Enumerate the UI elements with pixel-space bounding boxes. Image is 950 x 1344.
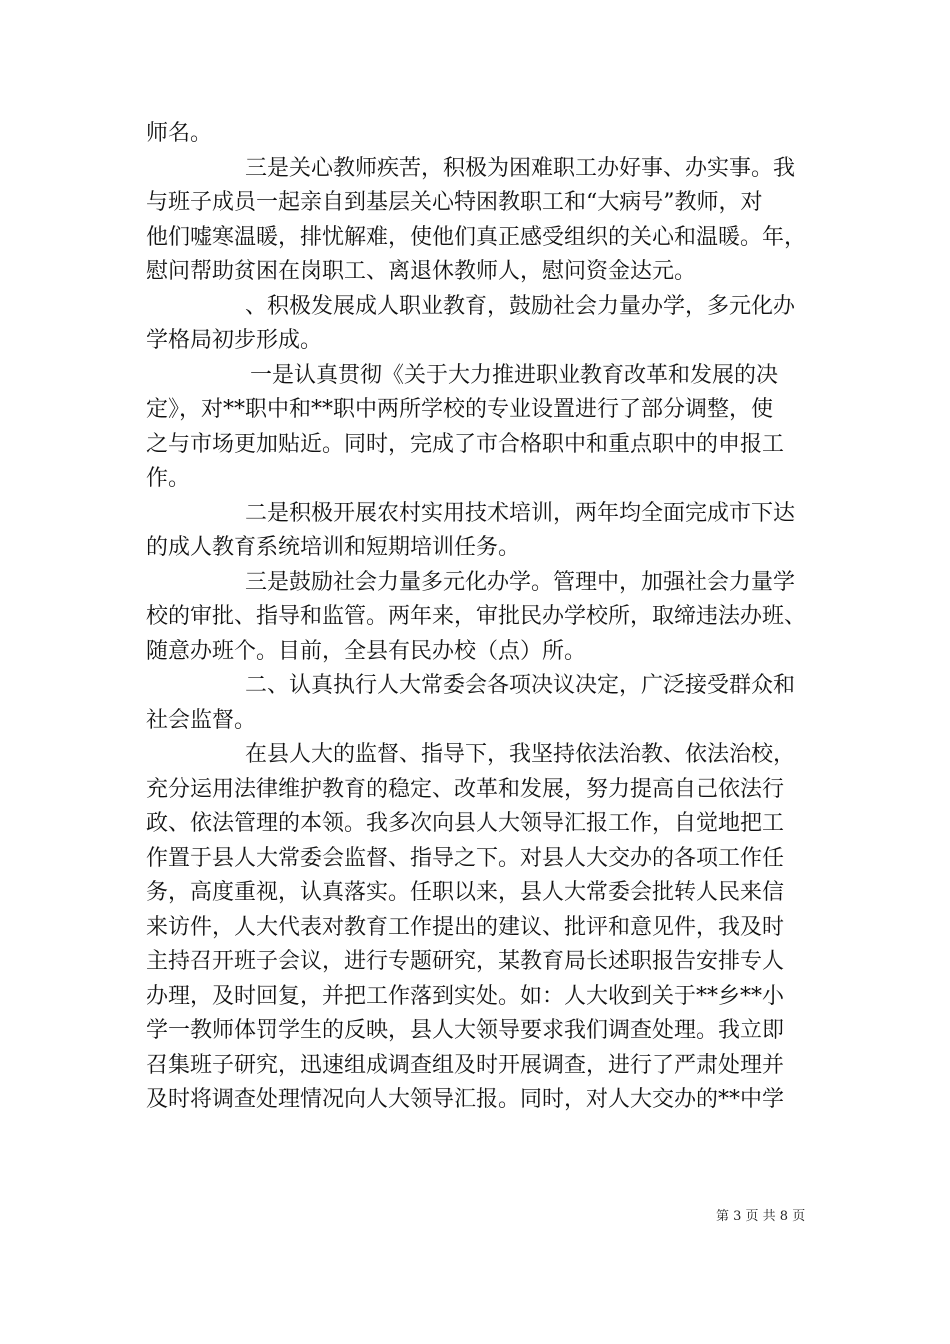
text-line: 三是关心教师疾苦，积极为困难职工办好事、办实事。我	[245, 155, 796, 181]
text-line: 校的审批、指导和监管。两年来，审批民办学校所，取缔违法办班、	[146, 604, 807, 629]
text-line: 作。	[146, 466, 191, 491]
text-line: 学格局初步形成。	[146, 328, 323, 353]
text-line: 一是认真贯彻《关于大力推进职业教育改革和发展的决	[250, 362, 779, 388]
text-line: 定》，对**职中和**职中两所学校的专业设置进行了部分调整，使	[146, 397, 774, 422]
text-line: 、积极发展成人职业教育，鼓励社会力量办学，多元化办	[245, 293, 796, 319]
text-line: 的成人教育系统培训和短期培训任务。	[146, 535, 521, 560]
text-line: 来访件，人大代表对教育工作提出的建议、批评和意见件，我及时	[146, 914, 785, 940]
text-line: 务，高度重视，认真落实。任职以来，县人大常委会批转人民来信	[146, 880, 785, 905]
text-line: 二、认真执行人大常委会各项决议决定，广泛接受群众和	[245, 673, 796, 698]
text-line: 作置于县人大常委会监督、指导之下。对县人大交办的各项工作任	[146, 845, 785, 871]
text-line: 主持召开班子会议，进行专题研究，某教育局长述职报告安排专人	[146, 949, 785, 974]
text-line: 办理，及时回复，并把工作落到实处。如：人大收到关于**乡**小	[146, 983, 785, 1009]
text-line: 充分运用法律维护教育的稳定、改革和发展，努力提高自己依法行	[146, 776, 785, 802]
text-line: 他们嘘寒温暖，排忧解难，使他们真正感受组织的关心和温暖。年，	[146, 224, 807, 250]
text-line: 之与市场更加贴近。同时，完成了市合格职中和重点职中的申报工	[146, 431, 785, 457]
text-line: 与班子成员一起亲自到基层关心特困教职工和“大病号”教师，对	[146, 190, 763, 215]
text-line: 随意办班个。目前，全县有民办校（点）所。	[146, 638, 587, 664]
body-text	[146, 117, 816, 1118]
text-line: 慰问帮助贫困在岗职工、离退休教师人，慰问资金达元。	[146, 259, 697, 284]
text-line: 及时将调查处理情况向人大领导汇报。同时，对人大交办的**中学	[146, 1087, 785, 1112]
text-line: 在县人大的监督、指导下，我坚持依法治教、依法治校，	[245, 742, 796, 767]
text-line: 三是鼓励社会力量多元化办学。管理中，加强社会力量学	[245, 569, 796, 595]
text-line: 师名。	[146, 121, 213, 146]
page-number-footer: 第 3 页 共 8 页	[716, 1209, 806, 1224]
text-line: 政、依法管理的本领。我多次向县人大领导汇报工作，自觉地把工	[146, 811, 785, 836]
text-line: 社会监督。	[146, 707, 257, 733]
text-line: 二是积极开展农村实用技术培训，两年均全面完成市下达	[245, 500, 796, 526]
text-line: 学一教师体罚学生的反映，县人大领导要求我们调查处理。我立即	[146, 1018, 785, 1043]
text-line: 召集班子研究，迅速组成调查组及时开展调查，进行了严肃处理并	[146, 1052, 785, 1078]
